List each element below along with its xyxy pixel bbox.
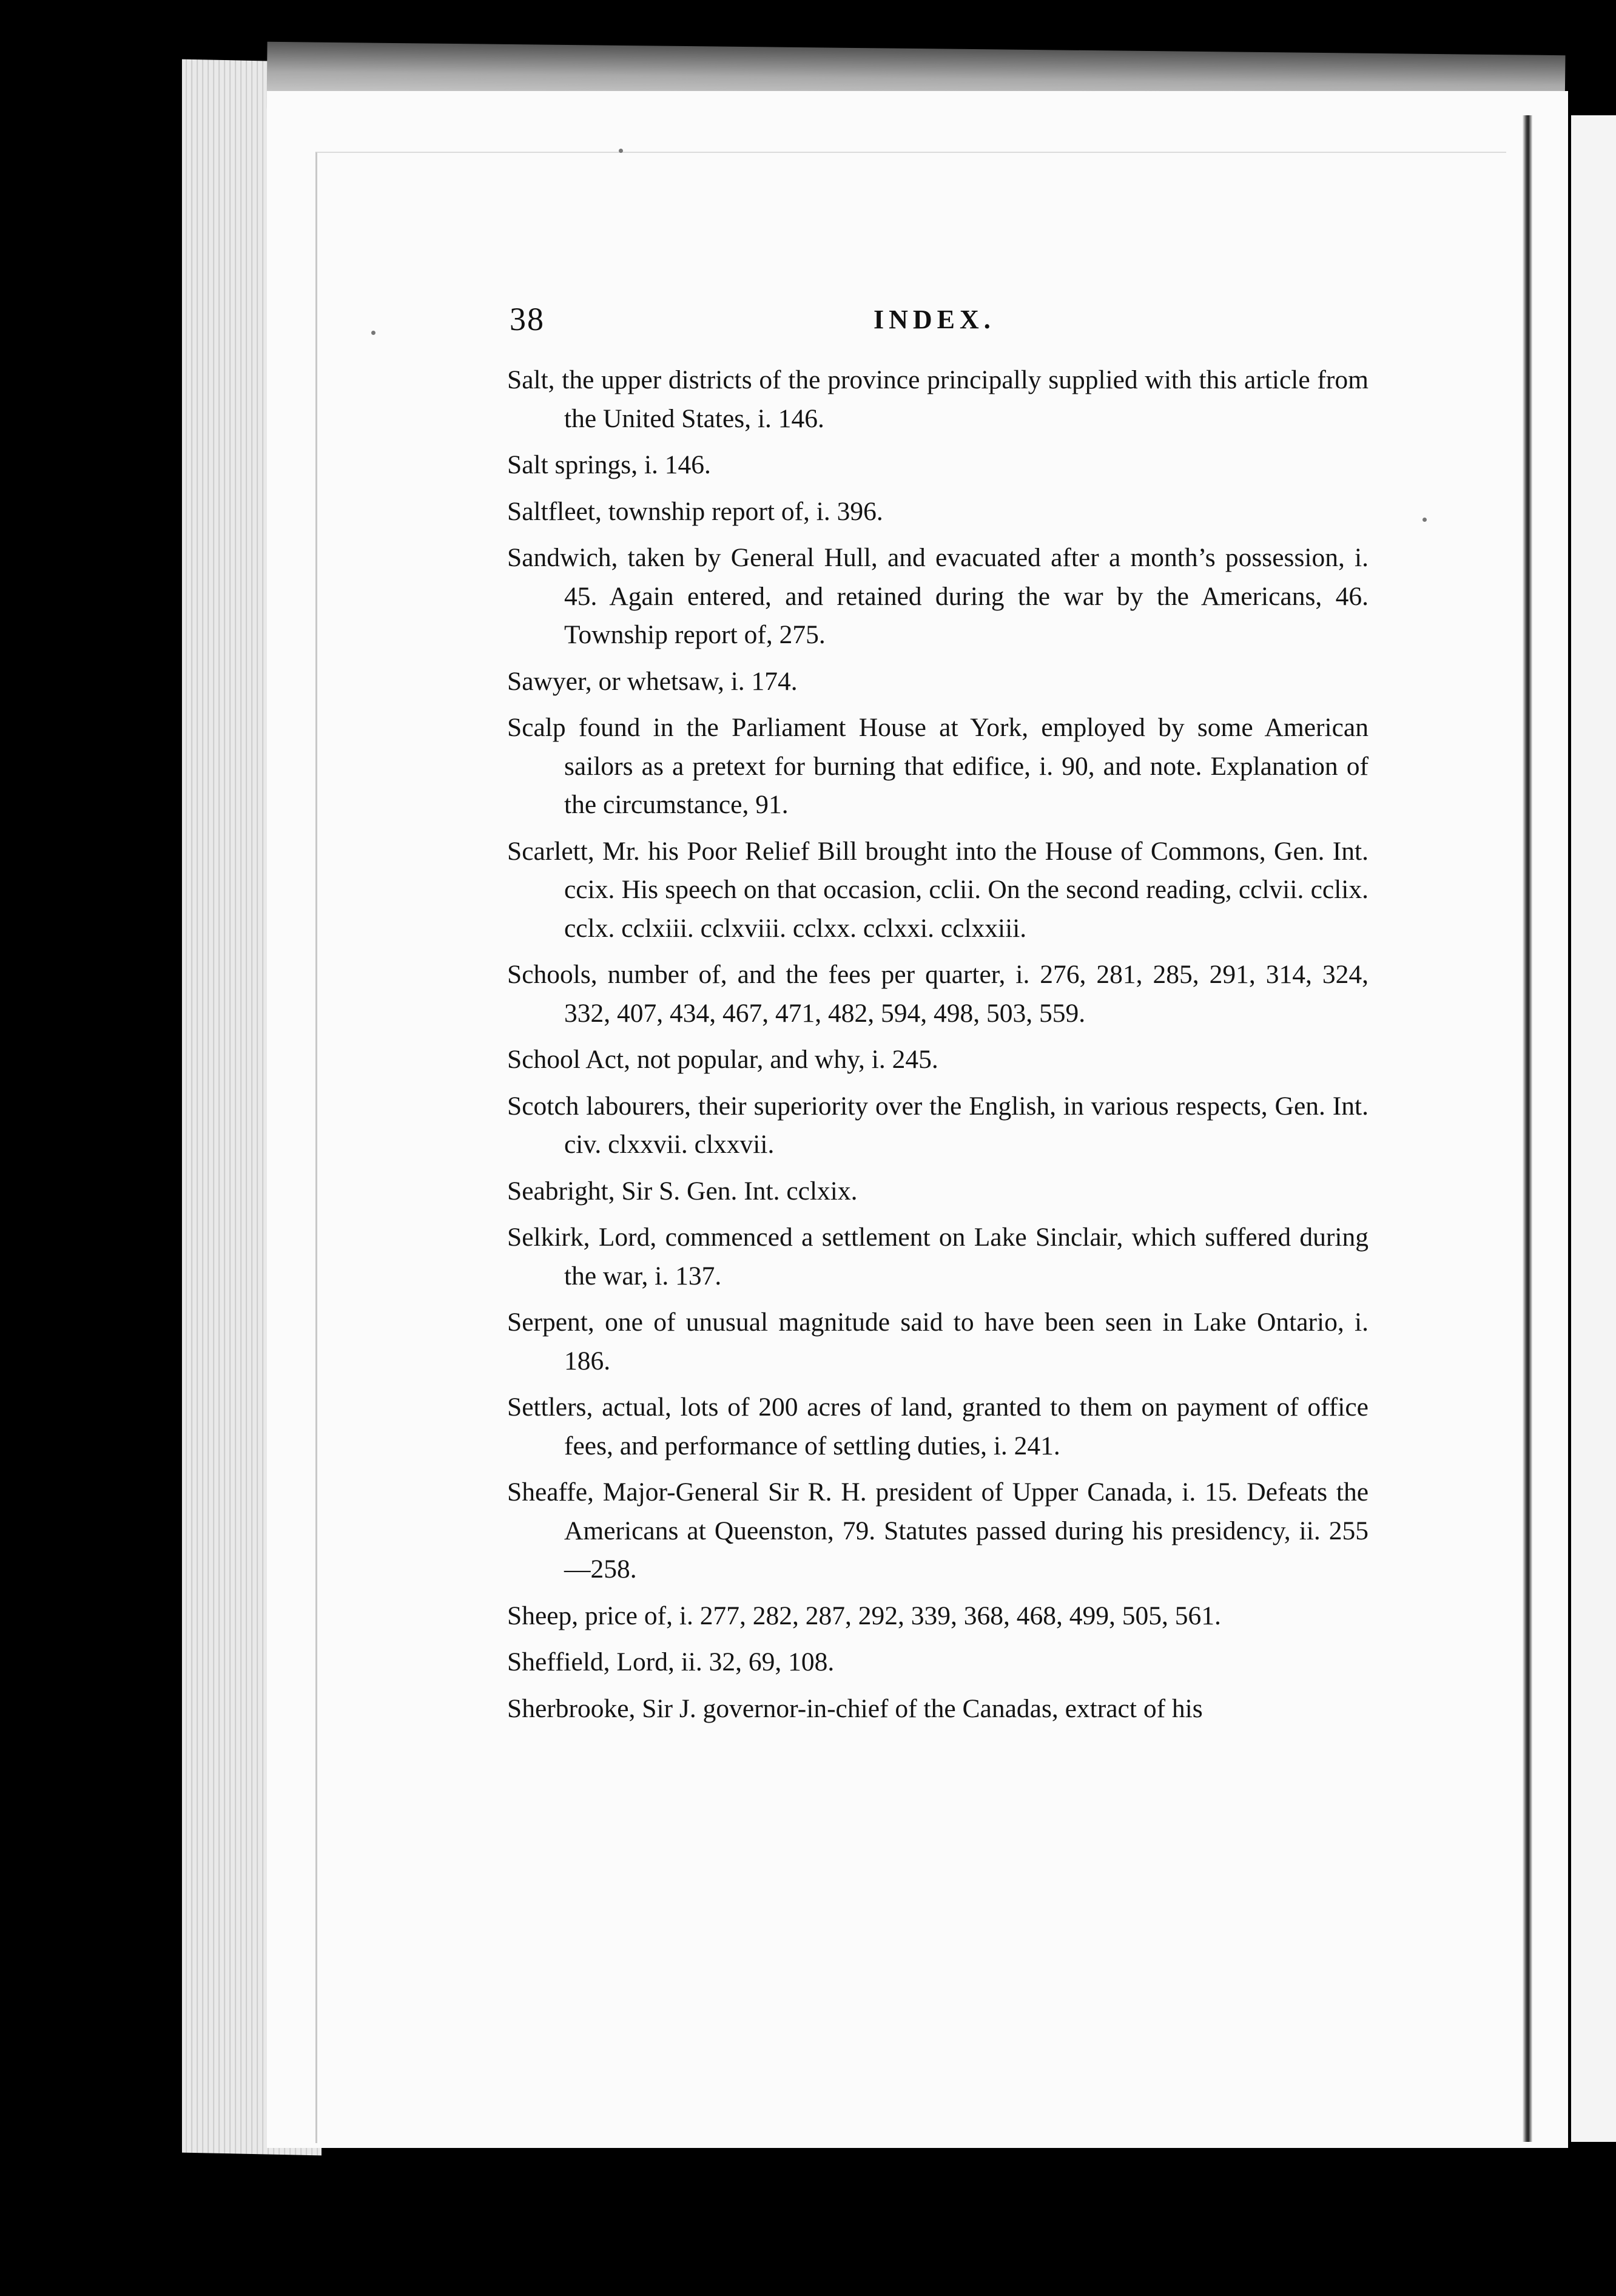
index-entry: Sheep, price of, i. 277, 282, 287, 292, 339, 368, 468, 499, 505, 561. (507, 1601, 1221, 1630)
index-entry: Sheaffe, Major-General Sir R. H. president of Upper Canada, i. 15. Defeats the Americans at Queenston, 79. Statutes passed during his presidency, ii. 255—258. (507, 1477, 1369, 1584)
page-header (510, 300, 1371, 349)
index-entry: Saltfleet, township report of, i. 396. (507, 496, 883, 526)
index-entry: Seabright, Sir S. Gen. Int. cclxix. (507, 1176, 858, 1206)
index-entry: Scotch labourers, their superiority over the English, in various respects, Gen. Int. civ. clxxvii. clxxvii. (507, 1091, 1369, 1159)
index-entry: Sherbrooke, Sir J. governor-in-chief of the Canadas, extract of his (507, 1693, 1203, 1723)
page-number: 38 (510, 301, 545, 337)
index-entry: Salt springs, i. 146. (507, 450, 711, 479)
book-gutter (1523, 115, 1532, 2142)
running-title: INDEX. (874, 305, 995, 334)
index-entry: Serpent, one of unusual magnitude said to have been seen in Lake Ontario, i. 186. (507, 1308, 1369, 1376)
index-entry: Scarlett, Mr. his Poor Relief Bill brought into the House of Commons, Gen. Int. ccix. His speech on that occasion, cclii. On the second reading, cclvii. cclix. cclx. cclxiii. cclxviii. cclxx. cclxxi. cclxxiii. (507, 836, 1369, 943)
index-entry: Salt, the upper districts of the province principally supplied with this article from the United States, i. 146. (507, 365, 1369, 433)
speck-mark (1422, 518, 1427, 522)
index-entry: Sheffield, Lord, ii. 32, 69, 108. (507, 1647, 835, 1676)
index-entries (507, 361, 1369, 1736)
speck-mark (619, 149, 623, 153)
speck-mark (371, 331, 375, 335)
index-entry: Sandwich, taken by General Hull, and evacuated after a month’s possession, i. 45. Again entered, and retained during the war by the Americans, 46. Township report of, 275. (507, 543, 1369, 649)
index-entry: Selkirk, Lord, commenced a settlement on Lake Sinclair, which suffered during the war, i. 137. (507, 1223, 1369, 1291)
index-entry: Sawyer, or whetsaw, i. 174. (507, 666, 798, 696)
index-entry: School Act, not popular, and why, i. 245. (507, 1045, 938, 1074)
index-entry: Scalp found in the Parliament House at York, employed by some American sailors as a pretext for burning that edifice, i. 90, and note. Explanation of the circumstance, 91. (507, 713, 1369, 819)
facing-page-edge (1571, 115, 1616, 2142)
index-entry: Settlers, actual, lots of 200 acres of land, granted to them on payment of office fees, and performance of settling duties, i. 241. (507, 1393, 1369, 1460)
index-entry: Schools, number of, and the fees per quarter, i. 276, 281, 285, 291, 314, 324, 332, 407, 434, 467, 471, 482, 594, 498, 503, 559. (507, 960, 1369, 1028)
